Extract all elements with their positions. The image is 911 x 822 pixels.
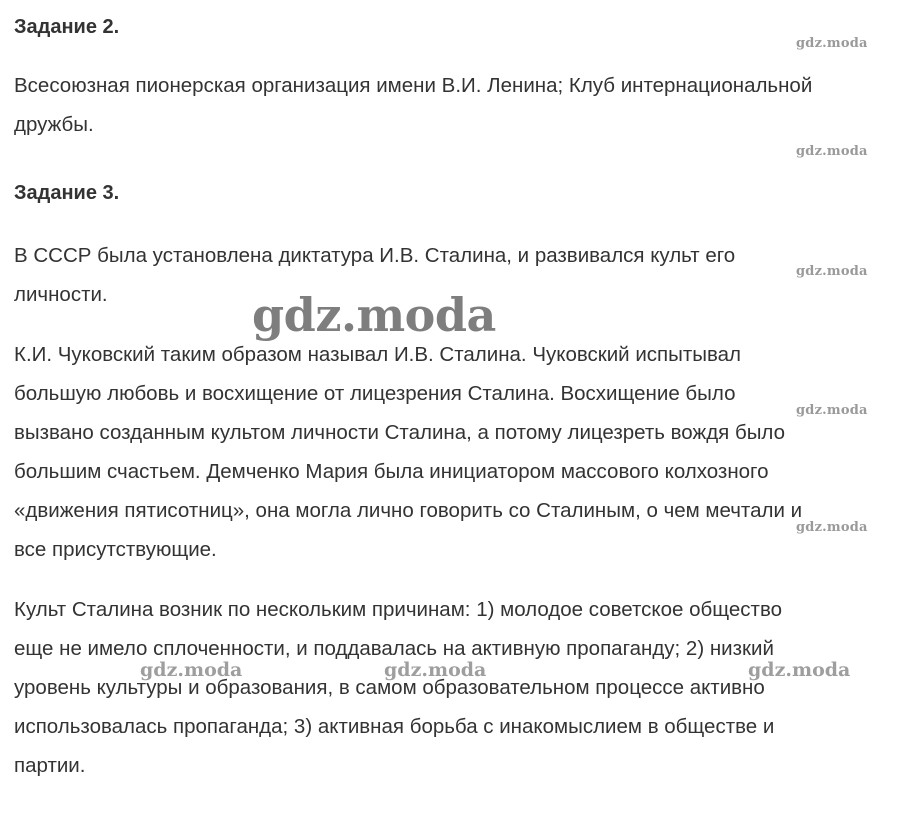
watermark: gdz.moda [796,264,868,279]
watermark: gdz.moda [796,520,868,535]
task-2-answer [14,66,909,144]
task-3-paragraph-2 [14,335,909,569]
text-line: вызвано созданным культом личности Сталина, а потому лицезреть вождя было [14,421,786,444]
text-line: дружбы. [14,113,94,136]
text-line: еще не имело сплоченности, и поддавалась на активную пропаганду; 2) низкий [14,637,774,660]
text-line: личности. [14,283,108,306]
text-line: использовалась пропаганда; 3) активная борьба с инакомыслием в обществе и [14,715,775,738]
watermark: gdz.moda [748,659,851,681]
watermark: gdz.moda [140,659,243,681]
watermark: gdz.moda [796,144,868,159]
text-line: уровень культуры и образования, в самом образовательном процессе активно [14,676,765,699]
text-line: большим счастьем. Демченко Мария была инициатором массового колхозного [14,460,769,483]
text-line: В СССР была установлена диктатура И.В. Сталина, и развивался культ его [14,244,736,267]
task-2-heading: Задание 2. [14,16,120,38]
text-line: К.И. Чуковский таким образом называл И.В. Сталина. Чуковский испытывал [14,343,741,366]
watermark: gdz.moda [796,36,868,51]
text-line: Культ Сталина возник по нескольким причинам: 1) молодое советское общество [14,598,783,621]
text-line: Всесоюзная пионерская организация имени В.И. Ленина; Клуб интернациональной [14,74,813,97]
watermark: gdz.moda [796,403,868,418]
text-line: все присутствующие. [14,538,217,561]
text-line: «движения пятисотниц», она могла лично говорить со Сталиным, о чем мечтали и [14,499,803,522]
task-3-paragraph-3 [14,590,909,785]
watermark: gdz.moda [384,659,487,681]
text-line: партии. [14,754,86,777]
text-line: большую любовь и восхищение от лицезрения Сталина. Восхищение было [14,382,736,405]
watermark-large: gdz.moda [252,288,496,342]
task-3-heading: Задание 3. [14,182,120,204]
